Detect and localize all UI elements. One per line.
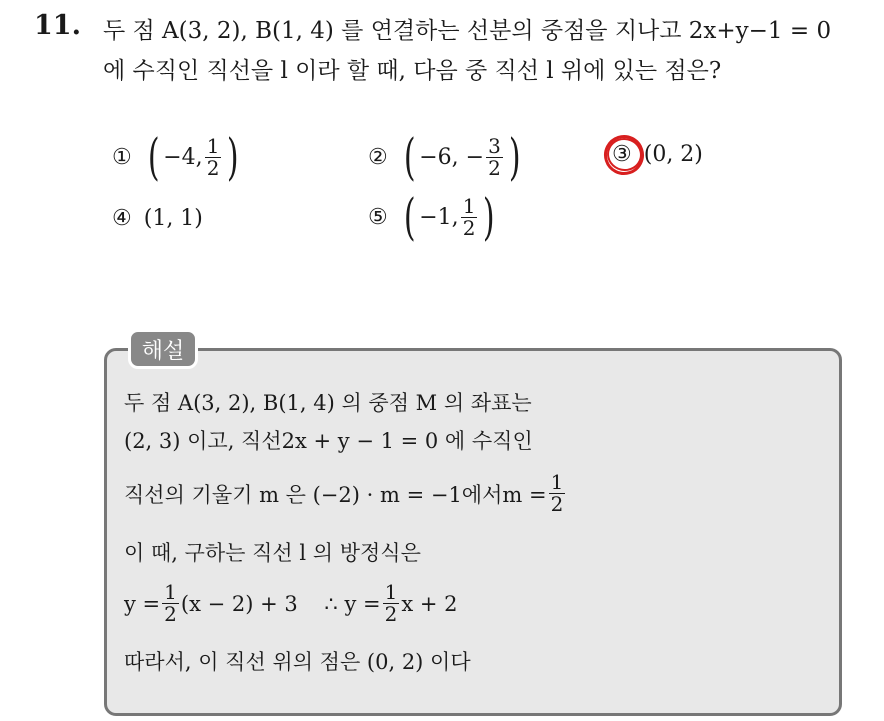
choice-value: −6, − [419,144,485,170]
question-number: 11. [34,10,81,41]
choice-4[interactable] [112,206,203,231]
choice-value: (0, 2) [643,142,703,167]
right-paren: ) [483,188,496,246]
fraction-denominator: 2 [384,602,398,626]
fraction [205,133,222,180]
choice-value: −1, [419,204,459,230]
left-paren: ( [403,188,416,246]
fraction [486,133,503,180]
right-paren: ) [508,128,521,186]
fraction-denominator: 2 [206,155,220,180]
choice-1[interactable] [112,128,243,186]
question-text-line2: 에 수직인 직선을 l 이라 할 때, 다음 중 직선 l 위에 있는 점은? [103,58,722,84]
solution-line4: 이 때, 구하는 직선 l 의 방정식은 [124,541,421,565]
fraction [162,582,179,625]
choice-mark: ① [112,144,132,170]
fraction-numerator: 1 [384,580,398,604]
choice-value: −4, [163,144,203,170]
solution-line5 [124,582,457,625]
fraction [549,472,566,515]
choice-3[interactable] [612,142,703,167]
solution-line6: 따라서, 이 직선 위의 점은 (0, 2) 이다 [124,650,471,674]
fraction-denominator: 2 [550,492,564,516]
fraction-denominator: 2 [488,155,501,180]
choice-2[interactable] [368,128,524,186]
solution-line5-b: (x − 2) + 3 ∴ y = [180,591,381,616]
fraction [383,582,400,625]
choice-mark: ④ [112,206,132,231]
fraction-numerator: 1 [462,193,476,218]
fraction-denominator: 2 [164,602,177,626]
choice-mark [612,142,632,167]
solution-line1: 두 점 A(3, 2), B(1, 4) 의 중점 M 의 좌표는 [124,391,532,415]
choice-5[interactable] [368,188,499,246]
solution-tag: 해설 [128,329,198,369]
choice-mark-text: ③ [612,142,632,167]
fraction-numerator: 1 [206,133,220,158]
fraction-numerator: 1 [164,580,177,604]
choice-mark: ② [368,144,388,170]
fraction-numerator: 3 [488,133,501,158]
left-paren: ( [147,128,160,186]
solution-line3-text: 직선의 기울기 m 은 (−2) · m = −1에서m = [124,482,547,507]
solution-line3 [124,472,567,515]
fraction-denominator: 2 [462,215,476,240]
solution-line5-c: x + 2 [401,591,458,616]
question-text-line1: 두 점 A(3, 2), B(1, 4) 를 연결하는 선분의 중점을 지나고 2x+y−1 = 0 [103,18,832,44]
solution-line5-a: y = [124,591,161,616]
solution-line2: (2, 3) 이고, 직선2x + y − 1 = 0 에 수직인 [124,429,533,453]
choice-mark: ⑤ [368,204,388,230]
fraction [461,193,478,240]
right-paren: ) [227,128,240,186]
choice-value: (1, 1) [143,206,203,231]
left-paren: ( [403,128,416,186]
fraction-numerator: 1 [550,470,564,494]
